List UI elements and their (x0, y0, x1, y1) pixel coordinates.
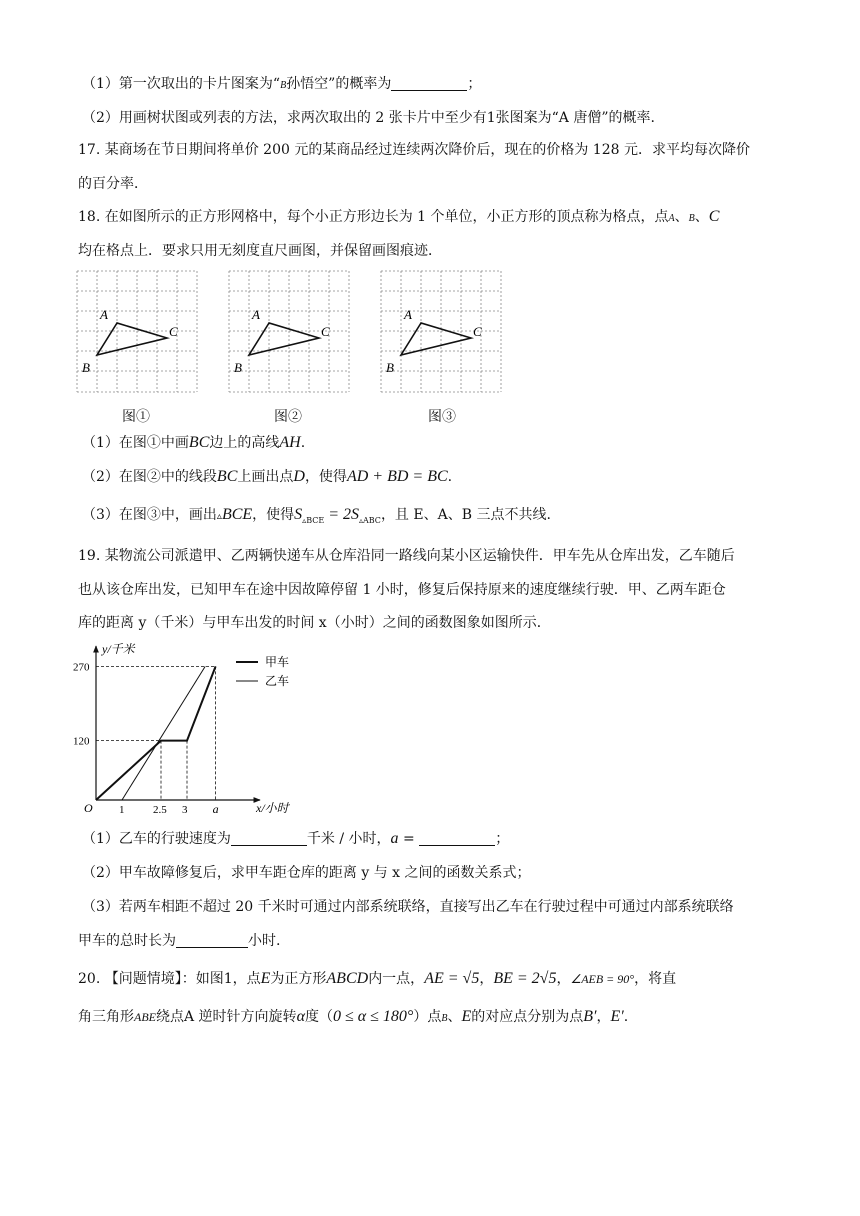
q19-line3: 库的距离 y（千米）与甲车出发的时间 x（小时）之间的函数图象如图所示． (78, 615, 551, 631)
answer-blank[interactable] (391, 76, 467, 91)
q20-line1: 20. 【问题情境】：如图1，点E为正方形ABCD内一点，AE = √5，BE = 2√5，∠AEB = 90°，将直 (78, 970, 677, 987)
svg-text:C: C (321, 324, 330, 339)
svg-text:A: A (100, 307, 108, 322)
q19-part3-line2: 甲车的总时长为 小时. (78, 933, 281, 949)
y-axis-label: y/千米 (102, 642, 135, 656)
q16-part2: （2）用画树状图或列表的方法，求两次取出的 2 张卡片中至少有1张图案为“A 唐僧”的概率. (82, 110, 655, 126)
x-tick-a: a (212, 802, 219, 816)
svg-text:C: C (473, 324, 482, 339)
svg-text:C: C (169, 324, 178, 339)
x-tick-1: 1 (119, 804, 125, 816)
answer-blank[interactable] (419, 831, 495, 846)
answer-blank[interactable] (176, 933, 248, 948)
grid-figure-2 (228, 270, 354, 394)
q19-part2: （2）甲车故障修复后，求甲车距仓库的距离 y 与 x 之间的函数关系式； (82, 865, 531, 881)
svg-text:B: B (82, 360, 90, 375)
x-tick-2-5: 2.5 (153, 804, 167, 816)
q19-line1: 19. 某物流公司派遣甲、乙两辆快递车从仓库沿同一路线向某小区运输快件．甲车先从仓库出发，乙车随后 (78, 548, 735, 564)
grid-figure-1 (76, 270, 202, 394)
legend-label-jia: 甲车 (265, 655, 290, 669)
legend-label-yi: 乙车 (265, 674, 290, 688)
q18-line2: 均在格点上．要求只用无刻度直尺画图，并保留画图痕迹． (78, 243, 442, 259)
q19-part1: （1）乙车的行驶速度为 千米 / 小时，a = ； (82, 830, 510, 847)
figure-caption-2: 图② (274, 409, 302, 425)
svg-text:B: B (386, 360, 394, 375)
q17-line1: 17. 某商场在节日期间将单价 200 元的某商品经过连续两次降价后，现在的价格为 128 元．求平均每次降价 (78, 142, 750, 158)
q18-line1: 18. 在如图所示的正方形网格中，每个小正方形边长为 1 个单位，小正方形的顶点称为格点，点A、B、C (78, 208, 720, 225)
x-axis-label: x/小时 (256, 801, 289, 815)
grid-figure-3 (380, 270, 506, 394)
q20-line2: 角三角形ABE绕点A 逆时针方向旋转α度（0 ≤ α ≤ 180°）点B、E的对应点分别为点B′，E′. (78, 1008, 629, 1025)
x-tick-3: 3 (182, 804, 188, 816)
q17-line2: 的百分率． (78, 176, 148, 192)
q16-part1: （1）第一次取出的卡片图案为“B孙悟空”的概率为 ； (82, 76, 482, 92)
q19-line2: 也从该仓库出发，已知甲车在途中因故障停留 1 小时，修复后保持原来的速度继续行驶．甲、乙两车距仓 (78, 582, 726, 598)
q18-part3: （3）在图③中，画出▵BCE，使得$S_{▵BCE} = 2S_{▵ABC}$，且 E、A、B 三点不共线. (82, 506, 551, 525)
svg-text:B: B (234, 360, 242, 375)
series-jia-line (96, 666, 216, 800)
figure-caption-1: 图① (122, 409, 150, 425)
y-tick-120: 120 (73, 735, 90, 748)
q18-part2: （2）在图②中的线段BC上画出点D，使得AD + BD = BC. (82, 468, 453, 485)
q19-part3-line1: （3）若两车相距不超过 20 千米时可通过内部系统联络，直接写出乙车在行驶过程中可通过内部系统联络 (82, 899, 734, 915)
answer-blank[interactable] (231, 831, 307, 846)
series-yi-line (122, 666, 205, 800)
y-tick-270: 270 (73, 661, 90, 674)
svg-text:A: A (252, 307, 260, 322)
tick-origin: O (84, 801, 93, 815)
svg-text:A: A (404, 307, 412, 322)
figure-caption-3: 图③ (428, 409, 456, 425)
distance-time-chart (73, 640, 322, 820)
q18-part1: （1）在图①中画BC边上的高线AH. (82, 434, 306, 451)
